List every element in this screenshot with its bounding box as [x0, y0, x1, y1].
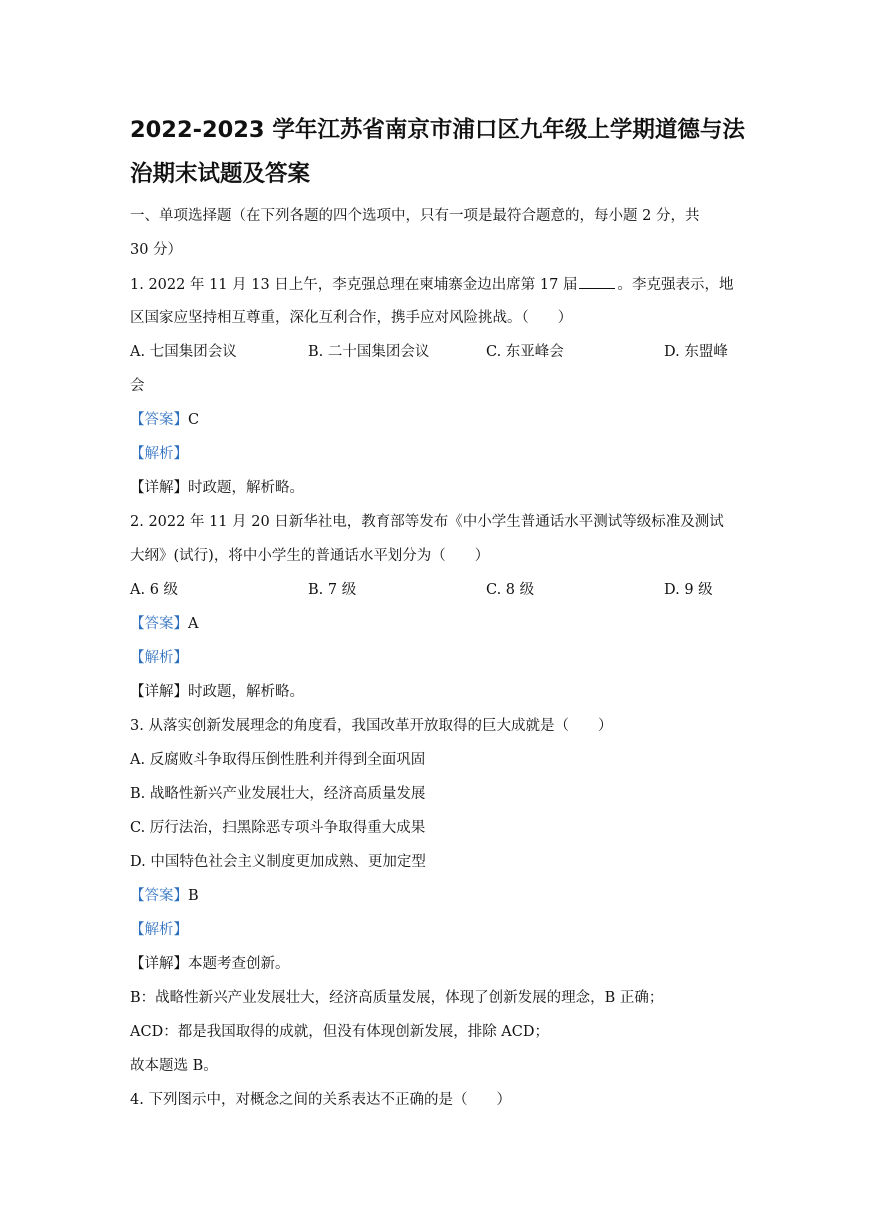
q2-option-a: A. 6 级	[130, 582, 179, 598]
document-title-line2: 治期末试题及答案	[130, 161, 311, 187]
q2-detail: 【详解】时政题，解析略。	[130, 684, 304, 700]
q3-conclusion: 故本题选 B。	[130, 1058, 218, 1074]
q1-blank	[579, 274, 615, 289]
q3-explain-acd: ACD：都是我国取得的成就，但没有体现创新发展，排除 ACD；	[130, 1024, 549, 1040]
q1-answer-value: C	[188, 412, 200, 428]
q1-stem	[130, 274, 733, 295]
q3-analysis-label: 【解析】	[130, 922, 188, 938]
q2-option-b: B. 7 级	[308, 582, 357, 598]
q1-option-d: D. 东盟峰	[664, 344, 728, 360]
q3-detail: 【详解】本题考查创新。	[130, 956, 290, 972]
q2-option-d: D. 9 级	[664, 582, 713, 598]
q1-stem-a: 1. 2022 年 11 月 13 日上午，李克强总理在柬埔寨金边出席第 17 届	[130, 277, 578, 293]
q1-stem-b: 。李克强表示，地	[617, 277, 734, 293]
q3-explain-b: B：战略性新兴产业发展壮大，经济高质量发展，体现了创新发展的理念，B 正确；	[130, 990, 664, 1006]
q3-option-b: B. 战略性新兴产业发展壮大，经济高质量发展	[130, 786, 426, 802]
q2-answer	[130, 614, 198, 634]
q1-option-d-wrap: 会	[130, 378, 145, 394]
q1-option-b: B. 二十国集团会议	[308, 344, 430, 360]
q1-answer	[130, 410, 199, 430]
q3-answer-value: B	[188, 888, 199, 904]
q2-stem-line2: 大纲》(试行)，将中小学生的普通话水平划分为（ ）	[130, 548, 490, 564]
q3-option-c: C. 厉行法治，扫黑除恶专项斗争取得重大成果	[130, 820, 426, 836]
q3-option-d: D. 中国特色社会主义制度更加成熟、更加定型	[130, 854, 426, 870]
q1-option-a: A. 七国集团会议	[130, 344, 237, 360]
q3-answer	[130, 886, 199, 906]
q1-detail: 【详解】时政题，解析略。	[130, 480, 304, 496]
q1-analysis-label: 【解析】	[130, 446, 188, 462]
section-heading-cont: 30 分）	[130, 242, 183, 258]
document-title-line1: 2022-2023 学年江苏省南京市浦口区九年级上学期道德与法	[130, 117, 745, 143]
q3-stem: 3. 从落实创新发展理念的角度看，我国改革开放取得的巨大成就是（ ）	[130, 718, 613, 734]
answer-label: 【答案】	[130, 412, 188, 428]
q3-option-a: A. 反腐败斗争取得压倒性胜利并得到全面巩固	[130, 752, 426, 768]
q4-stem: 4. 下列图示中，对概念之间的关系表达不正确的是（ ）	[130, 1092, 511, 1108]
q2-analysis-label: 【解析】	[130, 650, 188, 666]
q2-answer-value: A	[188, 616, 199, 632]
q2-option-c: C. 8 级	[486, 582, 535, 598]
q1-stem-line2: 区国家应坚持相互尊重，深化互利合作，携手应对风险挑战。（ ）	[130, 310, 573, 326]
q1-option-c: C. 东亚峰会	[486, 344, 564, 360]
section-heading: 一、单项选择题（在下列各题的四个选项中，只有一项是最符合题意的，每小题 2 分，共	[130, 208, 700, 224]
q2-stem: 2. 2022 年 11 月 20 日新华社电，教育部等发布《中小学生普通话水平测试等级标准及测试	[130, 514, 724, 530]
answer-label: 【答案】	[130, 616, 188, 632]
answer-label: 【答案】	[130, 888, 188, 904]
